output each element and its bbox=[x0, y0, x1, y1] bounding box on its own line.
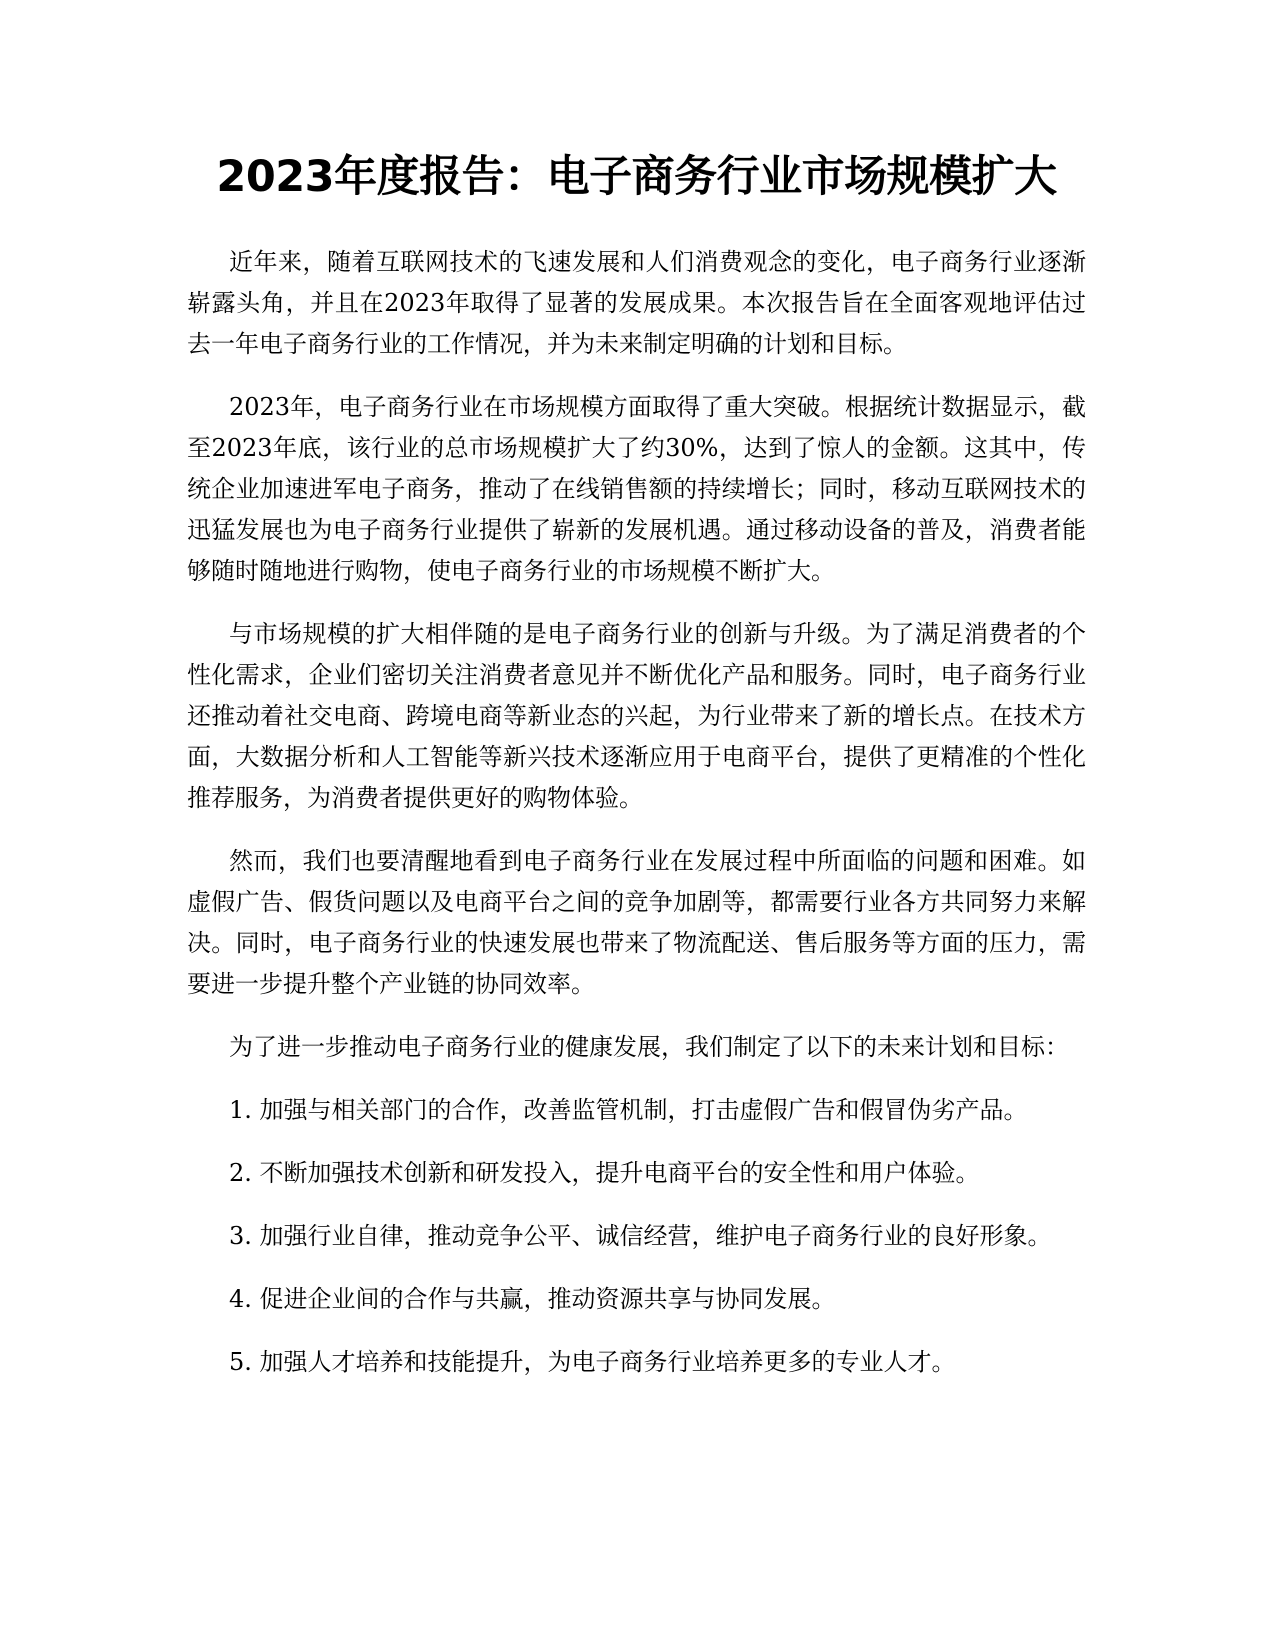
paragraph-intro: 近年来，随着互联网技术的飞速发展和人们消费观念的变化，电子商务行业逐渐崭露头角，并且在2023年取得了显著的发展成果。本次报告旨在全面客观地评估过去一年电子商务行业的工作情况，并为未来制定明确的计划和目标。 bbox=[187, 248, 1086, 358]
paragraph-market-scale: 2023年，电子商务行业在市场规模方面取得了重大突破。根据统计数据显示，截至2023年底，该行业的总市场规模扩大了约30%，达到了惊人的金额。这其中，传统企业加速进军电子商务，推动了在线销售额的持续增长；同时，移动互联网技术的迅猛发展也为电子商务行业提供了崭新的发展机遇。通过移动设备的普及，消费者能够随时随地进行购物，使电子商务行业的市场规模不断扩大。 bbox=[187, 393, 1086, 585]
paragraph-plan-intro: 为了进一步推动电子商务行业的健康发展，我们制定了以下的未来计划和目标： bbox=[229, 1033, 1069, 1061]
list-item: 4. 促进企业间的合作与共赢，推动资源共享与协同发展。 bbox=[229, 1285, 836, 1313]
list-item: 2. 不断加强技术创新和研发投入，提升电商平台的安全性和用户体验。 bbox=[229, 1159, 980, 1187]
paragraph-innovation: 与市场规模的扩大相伴随的是电子商务行业的创新与升级。为了满足消费者的个性化需求，企业们密切关注消费者意见并不断优化产品和服务。同时，电子商务行业还推动着社交电商、跨境电商等新业态的兴起，为行业带来了新的增长点。在技术方面，大数据分析和人工智能等新兴技术逐渐应用于电商平台，提供了更精准的个性化推荐服务，为消费者提供更好的购物体验。 bbox=[187, 620, 1086, 812]
document-body bbox=[187, 242, 1086, 1383]
plan-list bbox=[187, 1090, 1086, 1383]
list-item: 1. 加强与相关部门的合作，改善监管机制，打击虚假广告和假冒伪劣产品。 bbox=[229, 1096, 1028, 1124]
list-item: 5. 加强人才培养和技能提升，为电子商务行业培养更多的专业人才。 bbox=[229, 1348, 956, 1376]
paragraph-challenges: 然而，我们也要清醒地看到电子商务行业在发展过程中所面临的问题和困难。如虚假广告、假货问题以及电商平台之间的竞争加剧等，都需要行业各方共同努力来解决。同时，电子商务行业的快速发展也带来了物流配送、售后服务等方面的压力，需要进一步提升整个产业链的协同效率。 bbox=[187, 847, 1086, 998]
document-title: 2023年度报告：电子商务行业市场规模扩大 bbox=[216, 152, 1057, 202]
list-item: 3. 加强行业自律，推动竞争公平、诚信经营，维护电子商务行业的良好形象。 bbox=[229, 1222, 1052, 1250]
